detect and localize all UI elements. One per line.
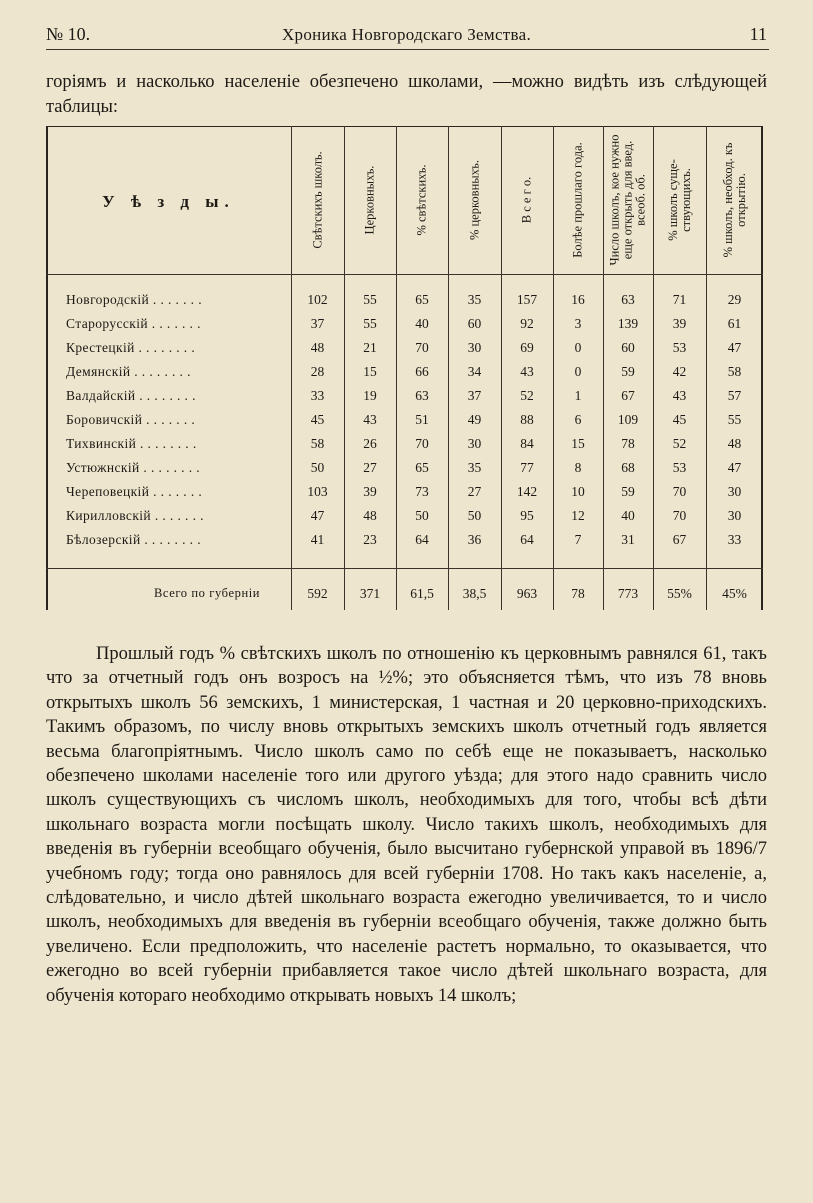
column-header-label: В с е г о. bbox=[519, 176, 534, 224]
table-cell: 39 bbox=[363, 484, 377, 499]
table-cell: 77 bbox=[520, 460, 534, 475]
table-cell: 15 bbox=[363, 364, 377, 379]
table-cell: 139 bbox=[617, 316, 639, 331]
table-cell: 142 bbox=[516, 484, 538, 499]
table-cell: 68 bbox=[621, 460, 635, 475]
table-cell: 78 bbox=[571, 586, 585, 601]
uezd-name: Крестецкій . . . . . . . . bbox=[66, 340, 196, 355]
table-cell: 41 bbox=[310, 532, 325, 547]
uezd-name: Бѣлозерскій . . . . . . . . bbox=[66, 532, 201, 547]
table-cell: 70 bbox=[672, 484, 687, 499]
table-cell: 78 bbox=[621, 436, 635, 451]
column-header bbox=[501, 130, 553, 270]
table-cell: 55 bbox=[363, 316, 377, 331]
table-cell: 0 bbox=[574, 364, 582, 379]
table-cell: 30 bbox=[467, 340, 482, 355]
table-cell: 40 bbox=[415, 316, 429, 331]
table-cell: 37 bbox=[310, 316, 325, 331]
table-cell: 73 bbox=[415, 484, 429, 499]
column-header bbox=[706, 130, 763, 270]
table-row bbox=[46, 480, 763, 504]
table-cell: 67 bbox=[672, 532, 687, 547]
table-cell: 12 bbox=[571, 508, 585, 523]
table-cell: 39 bbox=[672, 316, 687, 331]
table-cell: 43 bbox=[520, 364, 534, 379]
column-header bbox=[291, 130, 344, 270]
table-row bbox=[46, 432, 763, 456]
table-row bbox=[46, 312, 763, 336]
table-cell: 64 bbox=[520, 532, 534, 547]
journal-title: Хроника Новгородскаго Земства. bbox=[281, 25, 532, 44]
table-cell: 15 bbox=[571, 436, 585, 451]
table-cell: 42 bbox=[672, 364, 687, 379]
table-cell: 64 bbox=[415, 532, 429, 547]
table-cell: 50 bbox=[310, 460, 325, 475]
column-header bbox=[344, 130, 396, 270]
table-cell: 26 bbox=[363, 436, 377, 451]
table-cell: 88 bbox=[520, 412, 534, 427]
table-row bbox=[46, 288, 763, 312]
table-cell: 84 bbox=[520, 436, 534, 451]
table-cell: 30 bbox=[727, 508, 742, 523]
table-cell: 31 bbox=[621, 532, 635, 547]
table-top-border bbox=[46, 126, 763, 127]
table-cell: 10 bbox=[571, 484, 585, 499]
uezd-name: Валдайскій . . . . . . . . bbox=[66, 388, 196, 403]
table-row bbox=[46, 384, 763, 408]
column-header bbox=[553, 130, 603, 270]
intro-paragraph: горіямъ и насколько населеніе обезпечено школами, —можно видѣть изъ слѣдующей таблицы: bbox=[46, 72, 767, 117]
table-cell: 92 bbox=[520, 316, 534, 331]
table-cell: 57 bbox=[727, 388, 742, 403]
schools-table bbox=[46, 126, 763, 610]
uezd-name: Старорусскій . . . . . . . bbox=[66, 316, 201, 331]
uezdy-column-header: У ѣ з д ы. bbox=[102, 192, 235, 211]
uezd-name: Боровичскій . . . . . . . bbox=[66, 412, 196, 427]
table-cell: 71 bbox=[672, 292, 687, 307]
column-header bbox=[603, 130, 653, 270]
table-cell: 60 bbox=[467, 316, 482, 331]
table-cell: 37 bbox=[467, 388, 482, 403]
table-row bbox=[46, 360, 763, 384]
total-row bbox=[46, 582, 763, 606]
uezd-name: Новгородскій . . . . . . . bbox=[66, 292, 202, 307]
table-cell: 63 bbox=[415, 388, 429, 403]
table-cell: 29 bbox=[727, 292, 742, 307]
table-cell: 28 bbox=[310, 364, 325, 379]
table-cell: 51 bbox=[415, 412, 429, 427]
table-cell: 43 bbox=[672, 388, 687, 403]
table-cell: 52 bbox=[672, 436, 687, 451]
table-cell: 59 bbox=[621, 364, 635, 379]
table-cell: 65 bbox=[415, 292, 429, 307]
table-cell: 48 bbox=[310, 340, 325, 355]
table-cell: 3 bbox=[574, 316, 582, 331]
uezd-name: Устюжнскій . . . . . . . . bbox=[66, 460, 201, 475]
table-cell: 0 bbox=[574, 340, 582, 355]
table-cell: 61,5 bbox=[410, 586, 434, 601]
table-cell: 30 bbox=[467, 436, 482, 451]
total-top-rule bbox=[46, 568, 763, 569]
table-cell: 47 bbox=[727, 340, 742, 355]
table-cell: 55 bbox=[727, 412, 742, 427]
table-cell: 34 bbox=[467, 364, 482, 379]
body-text bbox=[46, 642, 767, 1008]
table-cell: 592 bbox=[307, 586, 328, 601]
table-row bbox=[46, 456, 763, 480]
table-cell: 70 bbox=[415, 436, 429, 451]
table-cell: 58 bbox=[310, 436, 325, 451]
table-cell: 67 bbox=[621, 388, 635, 403]
column-header-label: % школъ, необход. къ открытію. bbox=[720, 142, 748, 258]
table-cell: 16 bbox=[571, 292, 585, 307]
table-cell: 45 bbox=[310, 412, 325, 427]
table-cell: 70 bbox=[672, 508, 687, 523]
column-header bbox=[448, 130, 501, 270]
body-paragraph: Прошлый годъ % свѣтскихъ школъ по отношенію къ церковнымъ равнялся 61, такъ что за отчетный годъ онъ возросъ на ½%; это объясняется тѣмъ, что изъ 78 вновь открытыхъ школъ 56 земскихъ, 1 министерская, 1 частная и 20 церковно-приходскихъ. Такимъ образомъ, по числу вновь открытыхъ земскихъ школъ отчетный годъ является весьма благопріятнымъ. Число школъ само по себѣ еще не показываетъ, насколько обезпечено школами населеніе того или другого уѣзда; для этого надо сравнить число школъ существующихъ съ числомъ школъ, необходимыхъ для того, чтобы всѣ дѣти школьнаго возраста могли посѣщать школу. Число такихъ школъ, необходимыхъ для введенія въ губерніи всеобщаго обученія, было высчитано губернской управой въ 1896/7 учебномъ году; тогда оно равнялось для всей губерніи 1708. Но такъ какъ населеніе, а, слѣдовательно, и число дѣтей школьнаго возраста ежегодно увеличивается, то и число школъ, необходимыхъ для введенія въ губерніи всеобщаго обученія, также должно быть увеличено. Если предположить, что населеніе растетъ нормально, то оказывается, что ежегодно во всей губерніи прибавляется такое число дѣтей школьнаго возраста, для обученія котораго необходимо открывать новыхъ 14 школъ; bbox=[46, 644, 767, 1006]
table-cell: 48 bbox=[727, 436, 742, 451]
table-cell: 35 bbox=[467, 292, 482, 307]
table-cell: 59 bbox=[621, 484, 635, 499]
table-cell: 103 bbox=[307, 484, 328, 499]
table-cell: 48 bbox=[363, 508, 377, 523]
table-cell: 95 bbox=[520, 508, 534, 523]
table-cell: 773 bbox=[617, 586, 639, 601]
uezd-name: Тихвинскій . . . . . . . . bbox=[66, 436, 197, 451]
table-cell: 69 bbox=[520, 340, 534, 355]
uezd-name: Демянскій . . . . . . . . bbox=[66, 364, 191, 379]
table-cell: 33 bbox=[310, 388, 325, 403]
table-cell: 19 bbox=[363, 388, 377, 403]
column-header-label: % свѣтскихъ. bbox=[414, 164, 429, 236]
table-cell: 36 bbox=[467, 532, 482, 547]
table-cell: 21 bbox=[363, 340, 377, 355]
column-header bbox=[396, 130, 448, 270]
table-cell: 63 bbox=[621, 292, 635, 307]
table-cell: 8 bbox=[574, 460, 582, 475]
table-cell: 38,5 bbox=[462, 586, 487, 601]
column-header-label: % школъ суще-ствующихъ. bbox=[665, 159, 693, 241]
table-cell: 49 bbox=[467, 412, 482, 427]
column-header-label: Свѣтскихъ школъ. bbox=[310, 151, 324, 249]
table-cell: 27 bbox=[467, 484, 482, 499]
header-rule bbox=[46, 49, 769, 50]
table-row bbox=[46, 336, 763, 360]
column-header-label: Болѣе прошлаго года. bbox=[570, 142, 585, 258]
table-cell: 61 bbox=[727, 316, 742, 331]
table-cell: 6 bbox=[574, 412, 582, 427]
table-cell: 35 bbox=[467, 460, 482, 475]
table-cell: 50 bbox=[467, 508, 482, 523]
table-cell: 30 bbox=[727, 484, 742, 499]
page-number: 11 bbox=[749, 24, 767, 44]
uezd-name: Кирилловскій . . . . . . . bbox=[66, 508, 204, 523]
table-cell: 40 bbox=[621, 508, 635, 523]
table-row bbox=[46, 504, 763, 528]
table-cell: 66 bbox=[415, 364, 429, 379]
table-cell: 1 bbox=[574, 388, 582, 403]
table-cell: 47 bbox=[727, 460, 742, 475]
table-cell: 45 bbox=[672, 412, 687, 427]
table-cell: 43 bbox=[363, 412, 377, 427]
table-row bbox=[46, 408, 763, 432]
table-cell: 33 bbox=[727, 532, 742, 547]
table-cell: 7 bbox=[574, 532, 582, 547]
table-cell: 55% bbox=[667, 586, 692, 601]
column-header-label: Церковныхъ. bbox=[362, 165, 377, 235]
table-cell: 55 bbox=[363, 292, 377, 307]
header-bottom-rule bbox=[46, 274, 763, 275]
table-cell: 109 bbox=[617, 412, 639, 427]
column-header-label: % церковныхъ. bbox=[467, 159, 481, 241]
issue-number: № 10. bbox=[46, 24, 91, 44]
table-cell: 27 bbox=[363, 460, 377, 475]
table-cell: 47 bbox=[310, 508, 325, 523]
uezd-name: Череповецкій . . . . . . . bbox=[66, 484, 203, 499]
total-label: Всего по губерніи bbox=[154, 586, 261, 600]
table-cell: 53 bbox=[672, 340, 687, 355]
column-header bbox=[653, 130, 706, 270]
running-header bbox=[46, 24, 767, 48]
table-cell: 50 bbox=[415, 508, 429, 523]
table-cell: 963 bbox=[516, 586, 538, 601]
table-cell: 102 bbox=[307, 292, 328, 307]
table-cell: 60 bbox=[621, 340, 635, 355]
table-cell: 70 bbox=[415, 340, 429, 355]
table-row bbox=[46, 528, 763, 552]
table-cell: 23 bbox=[363, 532, 377, 547]
table-cell: 45% bbox=[722, 586, 747, 601]
table-cell: 65 bbox=[415, 460, 429, 475]
table-cell: 53 bbox=[672, 460, 687, 475]
column-header-label: Число школъ, кое нужно еще открыть для введ. всеоб. об. bbox=[607, 134, 648, 266]
table-cell: 52 bbox=[520, 388, 534, 403]
table-cell: 157 bbox=[516, 292, 538, 307]
table-cell: 58 bbox=[727, 364, 742, 379]
table-cell: 371 bbox=[359, 586, 381, 601]
